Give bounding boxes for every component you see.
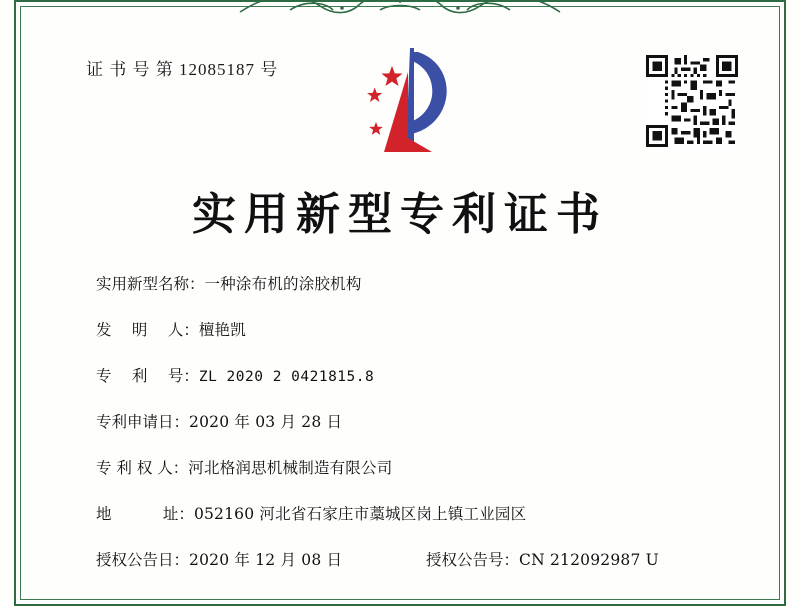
page-title: 实用新型专利证书 [192,189,608,240]
certificate-number: 证 书 号 第 12085187 号 [86,60,279,79]
top-ornament [230,0,570,20]
field-grant-number [426,548,659,570]
field-value: CN 212092987 U [519,551,659,569]
field-patent-number [96,364,730,386]
field-grant-date [96,548,426,570]
field-value: 檀艳凯 [198,321,246,339]
field-label: 发 明 人： [96,321,199,339]
field-label: 授权公告日： [96,551,190,569]
field-grant-row [96,548,730,570]
field-utility-model-name [96,272,730,294]
field-label: 实用新型名称： [96,275,205,293]
field-label: 专 利 权 人： [96,459,189,477]
field-value: 河北格润思机械制造有限公司 [188,459,393,477]
patent-emblem-icon [348,46,468,158]
field-label: 专 利 号： [96,367,199,385]
field-patentee [96,456,730,478]
qr-code [646,55,738,147]
field-value: 一种涂布机的涂胶机构 [204,275,362,293]
field-label: 专利申请日： [96,413,190,431]
field-list [96,272,730,570]
field-label: 地 址： [96,505,194,523]
field-application-date [96,410,730,432]
field-value: 2020 年 12 月 08 日 [189,551,343,569]
field-value: ZL 2020 2 0421815.8 [198,369,375,385]
field-inventor [96,318,730,340]
field-label: 授权公告号： [426,551,520,569]
field-address [96,502,730,524]
field-value: 2020 年 03 月 28 日 [189,413,343,431]
field-value: 052160 河北省石家庄市藁城区岗上镇工业园区 [193,505,527,523]
